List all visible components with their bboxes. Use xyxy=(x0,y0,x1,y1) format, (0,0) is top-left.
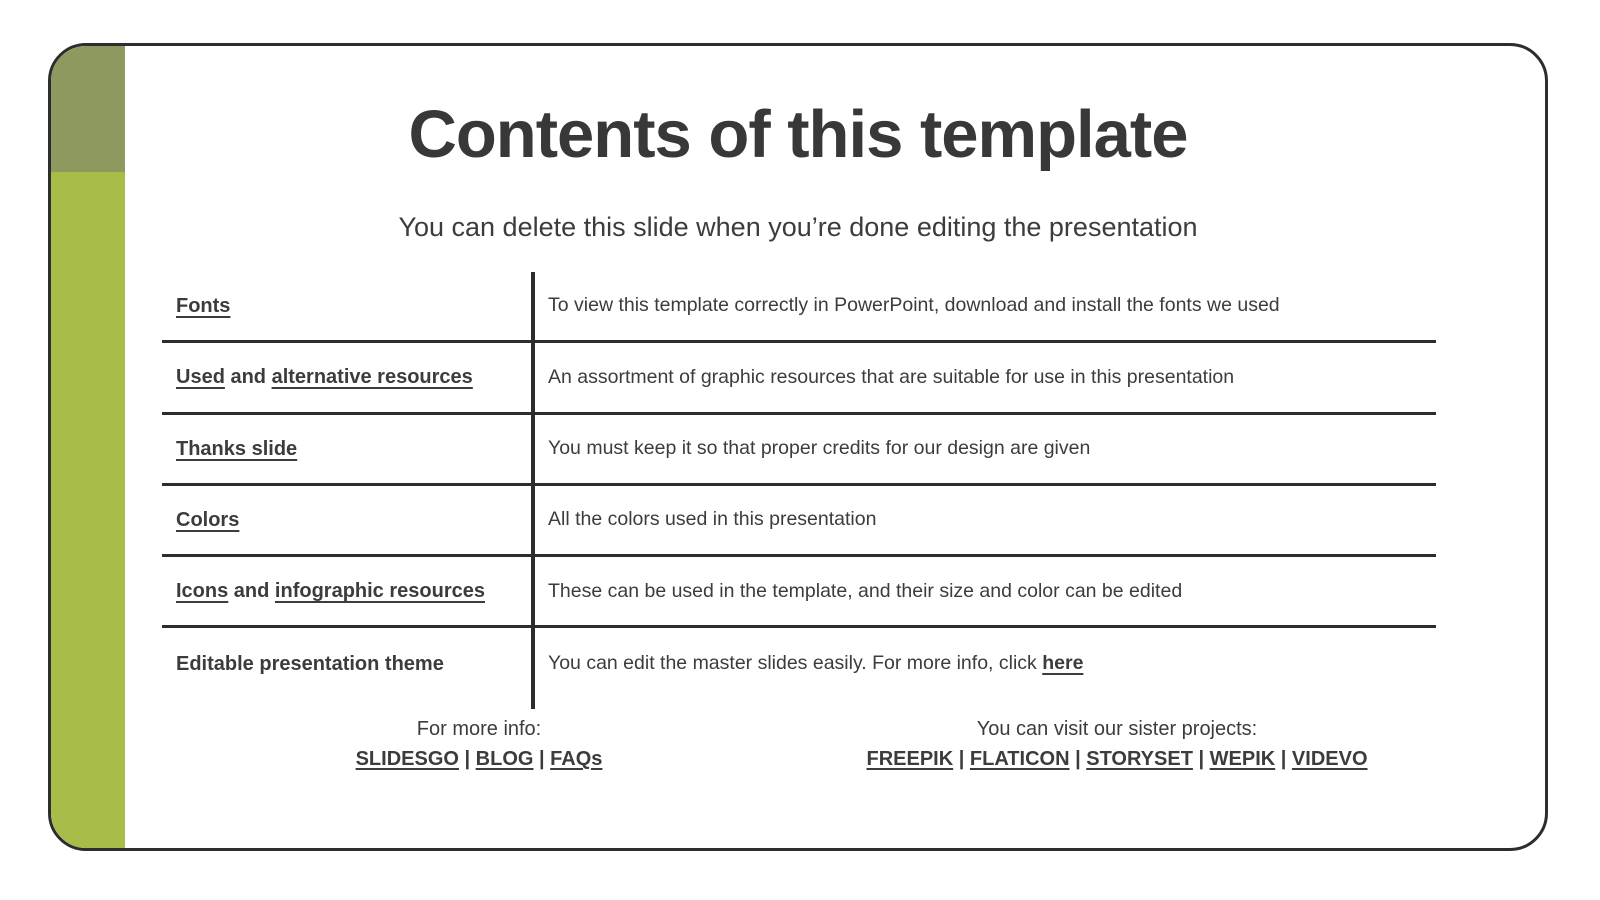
label-text: Editable presentation theme xyxy=(176,653,444,676)
contents-link[interactable]: Colors xyxy=(176,509,240,532)
separator: | xyxy=(458,748,476,770)
separator: | xyxy=(1069,748,1087,770)
footer-link-blog[interactable]: BLOG xyxy=(475,748,534,770)
row-description xyxy=(532,651,1436,676)
footer-sister-projects xyxy=(866,714,1367,774)
description-text: You can edit the master slides easily. For more info, click xyxy=(548,652,1043,675)
row-description xyxy=(532,293,1436,318)
separator: | xyxy=(1192,748,1210,770)
footer-link-storyset[interactable]: STORYSET xyxy=(1086,748,1193,770)
contents-link[interactable]: alternative resources xyxy=(271,366,473,389)
description-text: An assortment of graphic resources that are suitable for use in this presentation xyxy=(548,365,1235,388)
separator: | xyxy=(533,748,551,770)
contents-table xyxy=(162,272,1436,700)
contents-link[interactable]: Thanks slide xyxy=(176,437,298,460)
footer-link-flaticon[interactable]: FLATICON xyxy=(969,748,1070,770)
footer-sister-projects-heading: You can visit our sister projects: xyxy=(976,718,1258,740)
row-label xyxy=(162,507,532,533)
description-text: To view this template correctly in PowerPoint, download and install the fonts we used xyxy=(548,294,1280,317)
table-row xyxy=(162,557,1436,628)
description-text: All the colors used in this presentation xyxy=(548,508,877,531)
subtitle: You can delete this slide when you’re done editing the presentation xyxy=(398,212,1198,242)
row-description xyxy=(532,436,1436,461)
footer-link-faqs[interactable]: FAQs xyxy=(550,748,603,770)
footer-link-slidesgo[interactable]: SLIDESGO xyxy=(355,748,459,770)
contents-link[interactable]: Icons xyxy=(176,580,229,603)
table-row xyxy=(162,486,1436,557)
row-description xyxy=(532,365,1436,390)
description-text: You must keep it so that proper credits for our design are given xyxy=(548,437,1091,460)
footer-link-videvo[interactable]: VIDEVO xyxy=(1291,748,1368,770)
row-description xyxy=(532,579,1436,604)
row-description xyxy=(532,507,1436,532)
footer-more-info-heading: For more info: xyxy=(416,718,542,740)
contents-link[interactable]: Fonts xyxy=(176,295,231,318)
accent-bar-lime xyxy=(51,172,125,848)
table-row xyxy=(162,628,1436,699)
footer-link-freepik[interactable]: FREEPIK xyxy=(866,748,954,770)
label-text: and xyxy=(228,580,275,603)
footer-sister-projects-links xyxy=(866,744,1367,774)
contents-link[interactable]: infographic resources xyxy=(274,580,485,603)
footer-more-info-links xyxy=(356,744,603,774)
footer-link-wepik[interactable]: WEPIK xyxy=(1209,748,1276,770)
row-label xyxy=(162,436,532,462)
table-row xyxy=(162,272,1436,343)
table-row xyxy=(162,415,1436,486)
slide-frame xyxy=(48,43,1548,851)
row-label xyxy=(162,578,532,604)
row-label xyxy=(162,293,532,319)
footer-more-info xyxy=(356,714,603,774)
row-label xyxy=(162,364,532,390)
description-text: These can be used in the template, and their size and color can be edited xyxy=(548,579,1183,602)
separator: | xyxy=(1275,748,1292,770)
table-row xyxy=(162,343,1436,414)
page-title: Contents of this template xyxy=(408,97,1188,172)
row-label xyxy=(162,651,532,677)
description-link[interactable]: here xyxy=(1042,652,1084,675)
contents-link[interactable]: Used xyxy=(176,366,225,389)
column-divider xyxy=(531,272,535,709)
label-text: and xyxy=(224,366,272,389)
separator: | xyxy=(953,748,970,770)
